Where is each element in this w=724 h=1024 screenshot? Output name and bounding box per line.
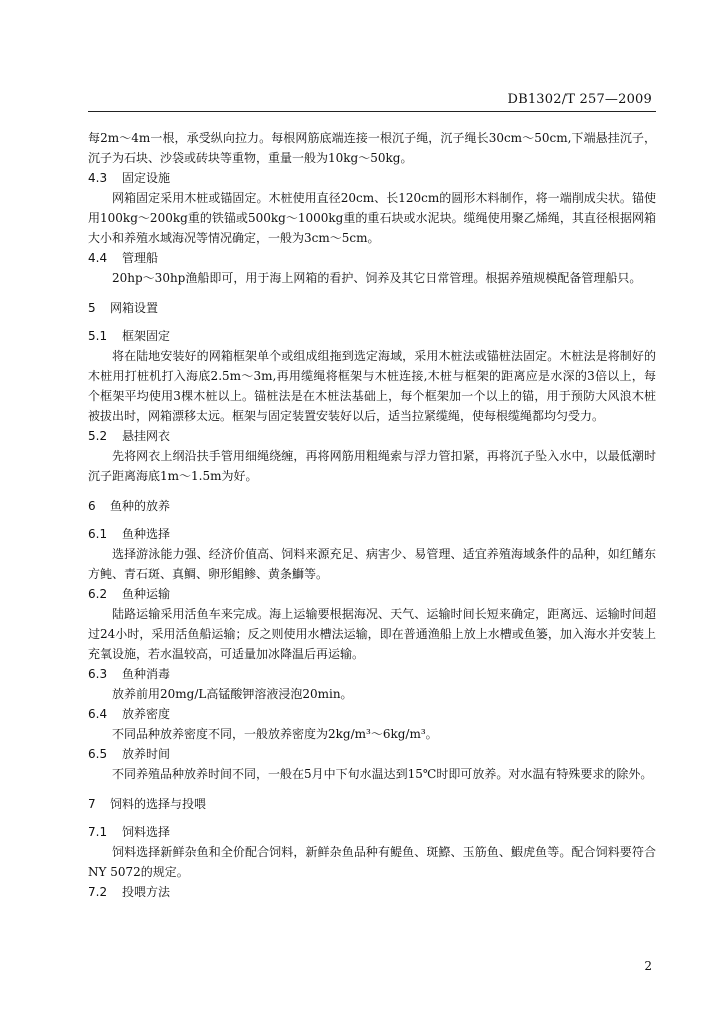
section-heading-6-5 (88, 744, 656, 764)
section-heading-6-3 (88, 664, 656, 684)
section-title: 放养时间 (122, 747, 171, 761)
paragraph: 每2m～4m一根，承受纵向拉力。每根网筋底端连接一根沉子绳，沉子绳长30cm～50cm,下端悬挂沉子，沉子为石块、沙袋或砖块等重物，重量一般为10kg～50kg。 (88, 131, 656, 165)
section-title: 放养密度 (122, 707, 171, 721)
document-body (88, 128, 656, 902)
section-heading-6-1 (88, 524, 656, 544)
header-rule (88, 111, 656, 112)
paragraph: 先将网衣上纲沿扶手管用细绳绕缠，再将网筋用粗绳索与浮力管扣紧，再将沉子坠入水中，以最低潮时沉子距离海底1m～1.5m为好。 (88, 449, 656, 483)
paragraph: 不同养殖品种放养时间不同，一般在5月中下旬水温达到15℃时即可放养。对水温有特殊要求的除外。 (112, 767, 653, 781)
page-number: 2 (644, 959, 652, 973)
section-title: 饲料选择 (122, 825, 171, 839)
section-heading-7-1 (88, 822, 656, 842)
document-code: DB1302/T 257—2009 (507, 92, 652, 107)
paragraph: 饲料选择新鲜杂鱼和全价配合饲料，新鲜杂鱼品种有鳀鱼、斑鰶、玉筋鱼、鰕虎鱼等。配合饲料要符合NY 5072的规定。 (88, 845, 656, 879)
section-title: 鱼种选择 (122, 527, 171, 541)
section-title: 网箱设置 (110, 301, 159, 315)
section-number: 5.1 (88, 329, 108, 343)
section-heading-4-4 (88, 248, 656, 268)
paragraph: 将在陆地安装好的网箱框架单个或组成组拖到选定海域，采用木桩法或锚桩法固定。木桩法是将制好的木桩用打桩机打入海底2.5m～3m,再用缆绳将框架与木桩连接,木桩与框架的距离应是水深的3倍以上，每个框架平均使用3棵木桩以上。锚桩法是在木桩法基础上，每个框架加一个以上的锚，用于预防大风浪木桩被拔出时，网箱漂移太远。框架与固定装置安装好以后，适当拉紧缆绳，使每根缆绳都均匀受力。 (88, 349, 656, 423)
section-heading-5-1 (88, 326, 656, 346)
paragraph: 选择游泳能力强、经济价值高、饲料来源充足、病害少、易管理、适宜养殖海域条件的品种，如红鳍东方鲀、青石斑、真鲷、卵形鲳鲹、黄条鰤等。 (88, 547, 656, 581)
section-title: 饲料的选择与投喂 (110, 797, 207, 811)
section-number: 7.1 (88, 825, 108, 839)
chapter-heading-5 (88, 298, 656, 318)
paragraph: 陆路运输采用活鱼车来完成。海上运输要根据海况、天气、运输时间长短来确定，距离远、运输时间超过24小时，采用活鱼船运输；反之则使用水槽法运输，即在普通渔船上放上水槽或鱼篓，加入海水并安装上充氧设施，若水温较高，可适量加冰降温后再运输。 (88, 607, 656, 661)
section-number: 7.2 (88, 885, 108, 899)
section-heading-4-3 (88, 168, 656, 188)
section-title: 管理船 (122, 251, 159, 265)
section-heading-6-2 (88, 584, 656, 604)
section-number: 5.2 (88, 429, 108, 443)
section-number: 5 (88, 301, 96, 315)
section-heading-5-2 (88, 426, 656, 446)
section-heading-7-2 (88, 882, 656, 902)
paragraph: 不同品种放养密度不同，一般放养密度为2kg/m³～6kg/m³。 (112, 727, 438, 741)
section-title: 悬挂网衣 (122, 429, 171, 443)
chapter-heading-7 (88, 794, 656, 814)
section-title: 固定设施 (122, 171, 171, 185)
section-number: 4.3 (88, 171, 108, 185)
section-number: 6.5 (88, 747, 108, 761)
section-number: 7 (88, 797, 96, 811)
section-title: 鱼种运输 (122, 587, 171, 601)
chapter-heading-6 (88, 496, 656, 516)
section-title: 鱼种的放养 (110, 499, 171, 513)
section-number: 6.1 (88, 527, 108, 541)
section-title: 投喂方法 (122, 885, 171, 899)
section-number: 4.4 (88, 251, 108, 265)
section-number: 6.3 (88, 667, 108, 681)
paragraph: 放养前用20mg/L高锰酸钾溶液浸泡20min。 (112, 687, 353, 701)
section-title: 鱼种消毒 (122, 667, 171, 681)
section-number: 6.2 (88, 587, 108, 601)
section-number: 6.4 (88, 707, 108, 721)
section-number: 6 (88, 499, 96, 513)
paragraph: 网箱固定采用木桩或锚固定。木桩使用直径20cm、长120cm的圆形木料制作，将一端削成尖状。锚使用100kg～200kg重的铁锚或500kg～1000kg重的重石块或水泥块。缆绳使用聚乙烯绳，其直径根据网箱大小和养殖水域海况等情况确定，一般为3cm～5cm。 (88, 191, 656, 245)
paragraph: 20hp～30hp渔船即可，用于海上网箱的看护、饲养及其它日常管理。根据养殖规模配备管理船只。 (112, 271, 642, 285)
section-heading-6-4 (88, 704, 656, 724)
section-title: 框架固定 (122, 329, 171, 343)
